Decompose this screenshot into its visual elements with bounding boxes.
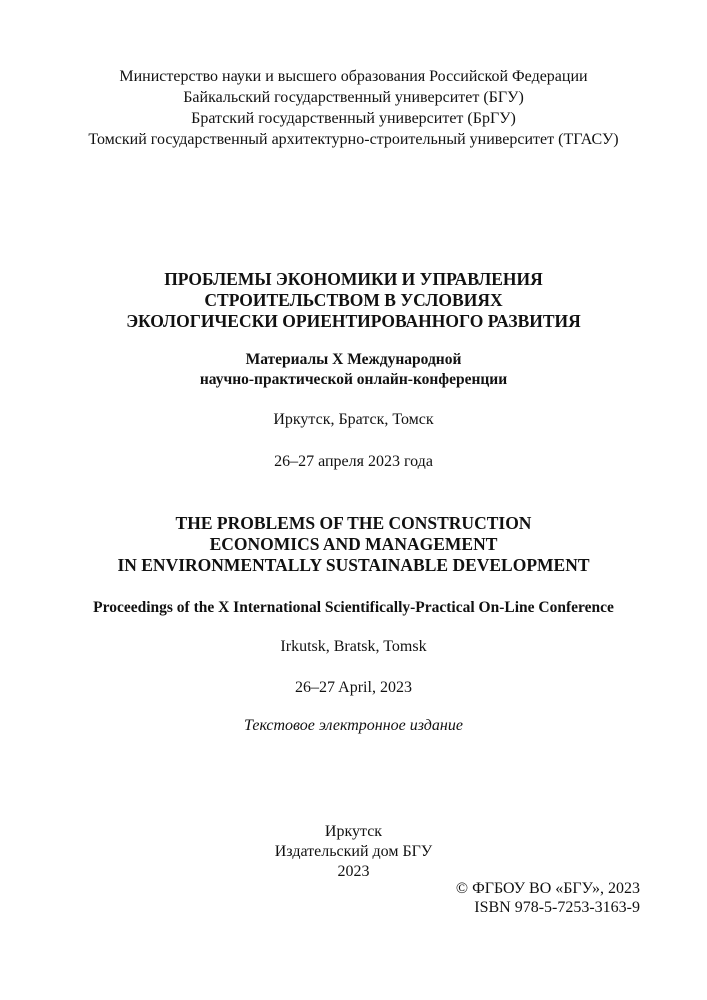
ministry-name: Министерство науки и высшего образования Российской Федерации: [119, 68, 588, 85]
title-ru-line: ЭКОЛОГИЧЕСКИ ОРИЕНТИРОВАННОГО РАЗВИТИЯ: [126, 311, 581, 331]
publisher-year: 2023: [337, 863, 370, 880]
place-russian: Иркутск, Братск, Томск: [273, 411, 434, 428]
date-english: 26–27 April, 2023: [295, 679, 412, 696]
place-english: Irkutsk, Bratsk, Tomsk: [280, 638, 427, 655]
publisher-name: Издательский дом БГУ: [274, 843, 433, 860]
title-ru-line: СТРОИТЕЛЬСТВОМ В УСЛОВИЯХ: [204, 290, 503, 310]
title-en-line: THE PROBLEMS OF THE CONSTRUCTION: [175, 513, 532, 533]
subtitle-ru-line: Материалы X Международной: [245, 351, 462, 368]
title-ru-line: ПРОБЛЕМЫ ЭКОНОМИКИ И УПРАВЛЕНИЯ: [164, 269, 543, 289]
isbn-number: ISBN 978-5-7253-3163-9: [474, 899, 640, 916]
edition-type: Текстовое электронное издание: [244, 717, 463, 734]
university-bgu: Байкальский государственный университет (БГУ): [183, 89, 524, 106]
publisher-city: Иркутск: [324, 823, 383, 840]
subtitle-russian: [0, 350, 707, 390]
title-en-line: ECONOMICS AND MANAGEMENT: [209, 534, 498, 554]
university-brgu: Братский государственный университет (БрГУ): [191, 110, 516, 127]
university-tgasu: Томский государственный архитектурно-строительный университет (ТГАСУ): [88, 131, 619, 148]
copyright-notice: © ФГБОУ ВО «БГУ», 2023: [455, 880, 640, 897]
title-russian: [0, 269, 707, 332]
institutions-header: [0, 66, 707, 150]
rights-block: [456, 879, 640, 917]
title-english: [0, 513, 707, 576]
subtitle-english: Proceedings of the X International Scientifically-Practical On-Line Conference: [93, 599, 614, 616]
publisher-block: [0, 822, 707, 882]
subtitle-ru-line: научно-практической онлайн-конференции: [199, 371, 508, 388]
date-russian: 26–27 апреля 2023 года: [274, 453, 433, 470]
title-en-line: IN ENVIRONMENTALLY SUSTAINABLE DEVELOPMENT: [117, 555, 590, 575]
